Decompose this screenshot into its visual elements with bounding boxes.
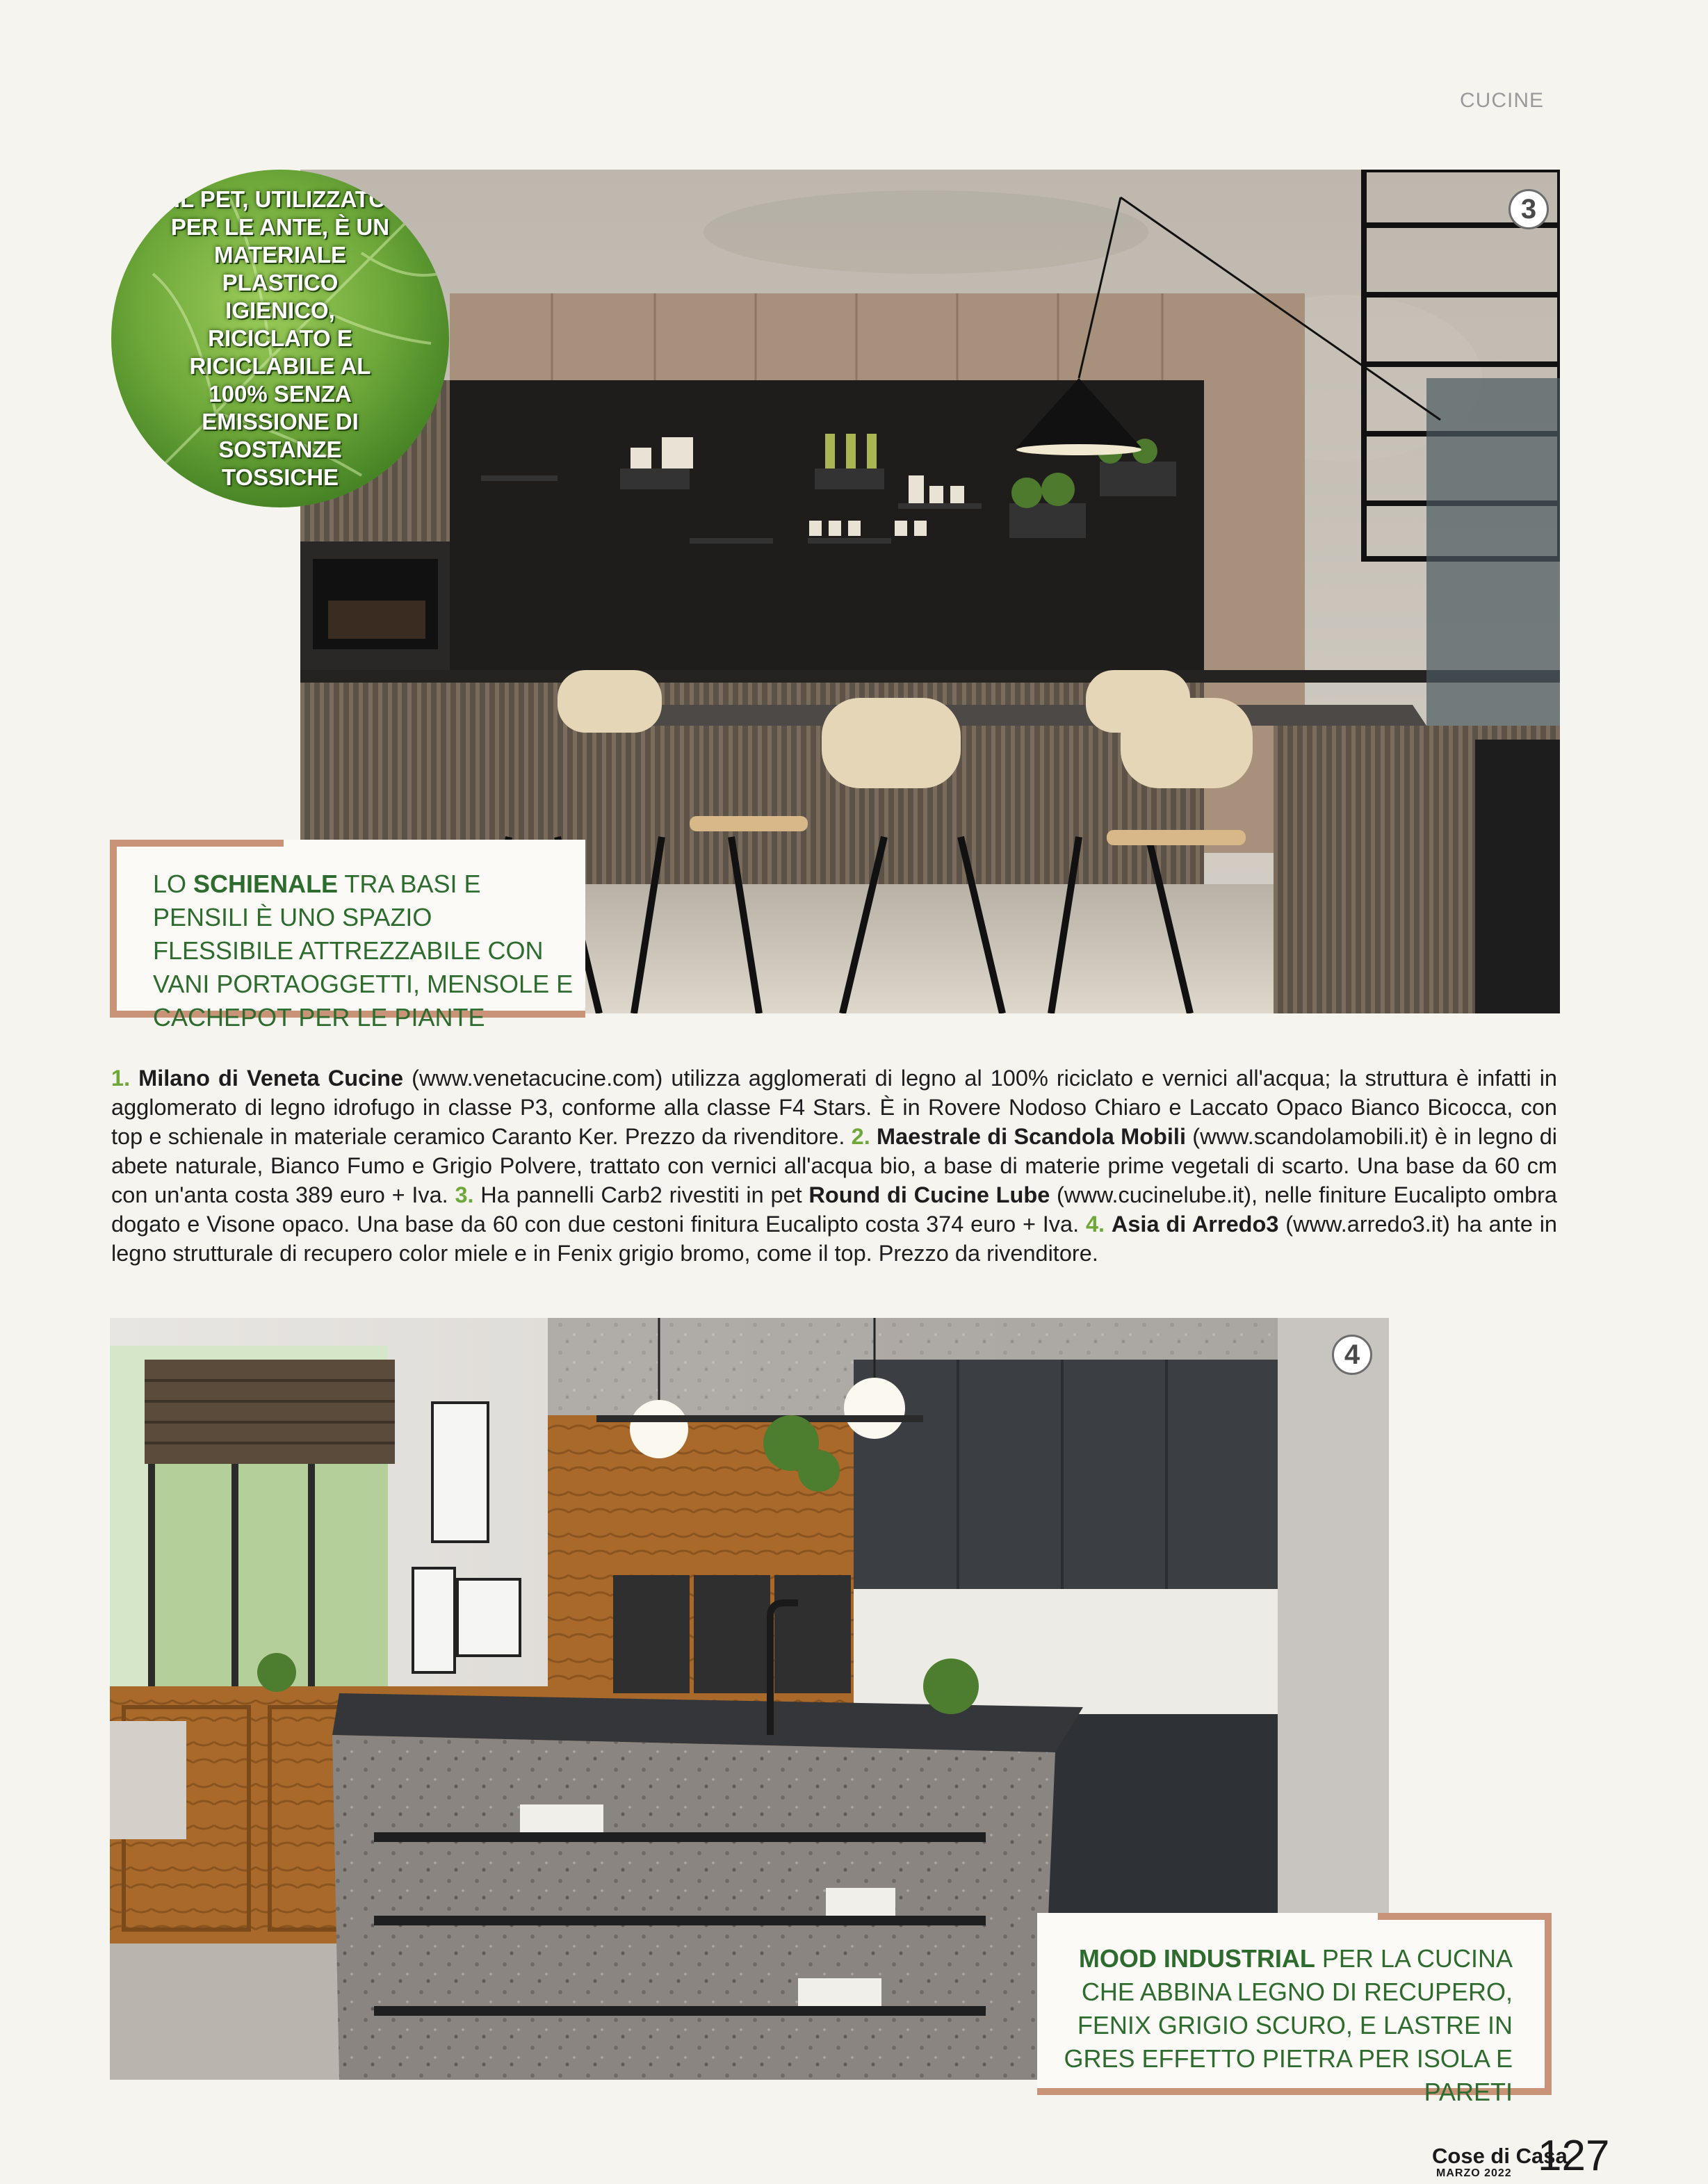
- product-text-1: (www.venetacucine.com) utilizza agglomerati di legno al 100% riciclato e vernici all'acqua; la struttura è infatti in agglomerato di legno idrofugo in classe P3, conforme alla classe F4 Stars. È in Rovere Nodoso Chiaro e Laccato Opaco Bianco Bicocca, con top e schienale in materiale ceramico Caranto Ker. Prezzo da rivenditore.: [111, 1066, 1557, 1149]
- product-name-1: Milano di Veneta Cucine: [138, 1066, 404, 1091]
- callout-lead: LO: [153, 870, 187, 898]
- item-number-3: 3.: [455, 1182, 474, 1207]
- photo-number-badge-4: 4: [1332, 1335, 1372, 1375]
- callout-frame-top: [1378, 1913, 1552, 1920]
- callout-schienale-text: [153, 867, 577, 1034]
- product-name-4: Asia di Arredo3: [1111, 1212, 1279, 1237]
- item-number-1: 1.: [111, 1066, 131, 1091]
- callout-rest: TRA BASI E PENSILI È UNO SPAZIO FLESSIBILE ATTREZZABILE CON VANI PORTAOGGETTI, MENSOLE E CACHEPOT PER LE PIANTE: [153, 870, 574, 1032]
- issue-date: MARZO 2022: [1436, 2167, 1512, 2179]
- callout-schienale: [110, 840, 585, 1032]
- leaf-note-text: IL PET, UTILIZZATO PER LE ANTE, È UN MATERIALE PLASTICO IGIENICO, RICICLATO E RICICLABILE AL 100% SENZA EMISSIONE DI SOSTANZE TOSSICHE: [170, 186, 390, 490]
- item-number-2: 2.: [851, 1124, 870, 1149]
- page-number: 127: [1538, 2132, 1610, 2180]
- magazine-name: Cose di Casa: [1432, 2144, 1568, 2168]
- section-label: CUCINE: [1460, 89, 1545, 112]
- photo-number-badge-3: 3: [1508, 189, 1549, 229]
- product-name-3: Round di Cucine Lube: [808, 1182, 1050, 1207]
- product-text-4: (www.arredo3.it) ha ante in legno strutturale di recupero color miele e in Fenix grigio bromo, come il top. Prezzo da rivenditore.: [111, 1212, 1557, 1266]
- item-number-4: 4.: [1085, 1212, 1105, 1237]
- product-text-2: (www.scandolamobili.it) è in legno di abete naturale, Bianco Fumo e Grigio Polvere, trattato con vernici all'acqua bio, a base di materie prime vegetali di scarto. Una base da 60 cm con un'anta costa 389 euro + Iva.: [111, 1124, 1558, 1207]
- ghosted-adjacent-column: [1404, 1321, 1564, 1821]
- product-pre-3: Ha pannelli Carb2 rivestiti in pet: [473, 1182, 809, 1207]
- callout-frame-top: [110, 840, 284, 847]
- callout-rest: PER LA CUCINA CHE ABBINA LEGNO DI RECUPERO, FENIX GRIGIO SCURO, E LASTRE IN GRES EFFETTO PIETRA PER ISOLA E PARETI: [1064, 1944, 1513, 2106]
- product-text-3: (www.cucinelube.it), nelle finiture Eucalipto ombra dogato e Visone opaco. Una base da 60 con due cestoni finitura Eucalipto costa 374 euro + Iva.: [111, 1182, 1558, 1237]
- leaf-note-circle: [111, 170, 449, 507]
- article-body: [111, 1064, 1557, 1268]
- callout-mood-industrial-text: [1040, 1942, 1513, 2109]
- product-name-2: Maestrale di Scandola Mobili: [877, 1124, 1186, 1149]
- callout-mood-industrial: [1037, 1913, 1552, 2106]
- callout-keyword: MOOD INDUSTRIAL: [1078, 1944, 1315, 1973]
- callout-keyword: SCHIENALE: [193, 870, 339, 898]
